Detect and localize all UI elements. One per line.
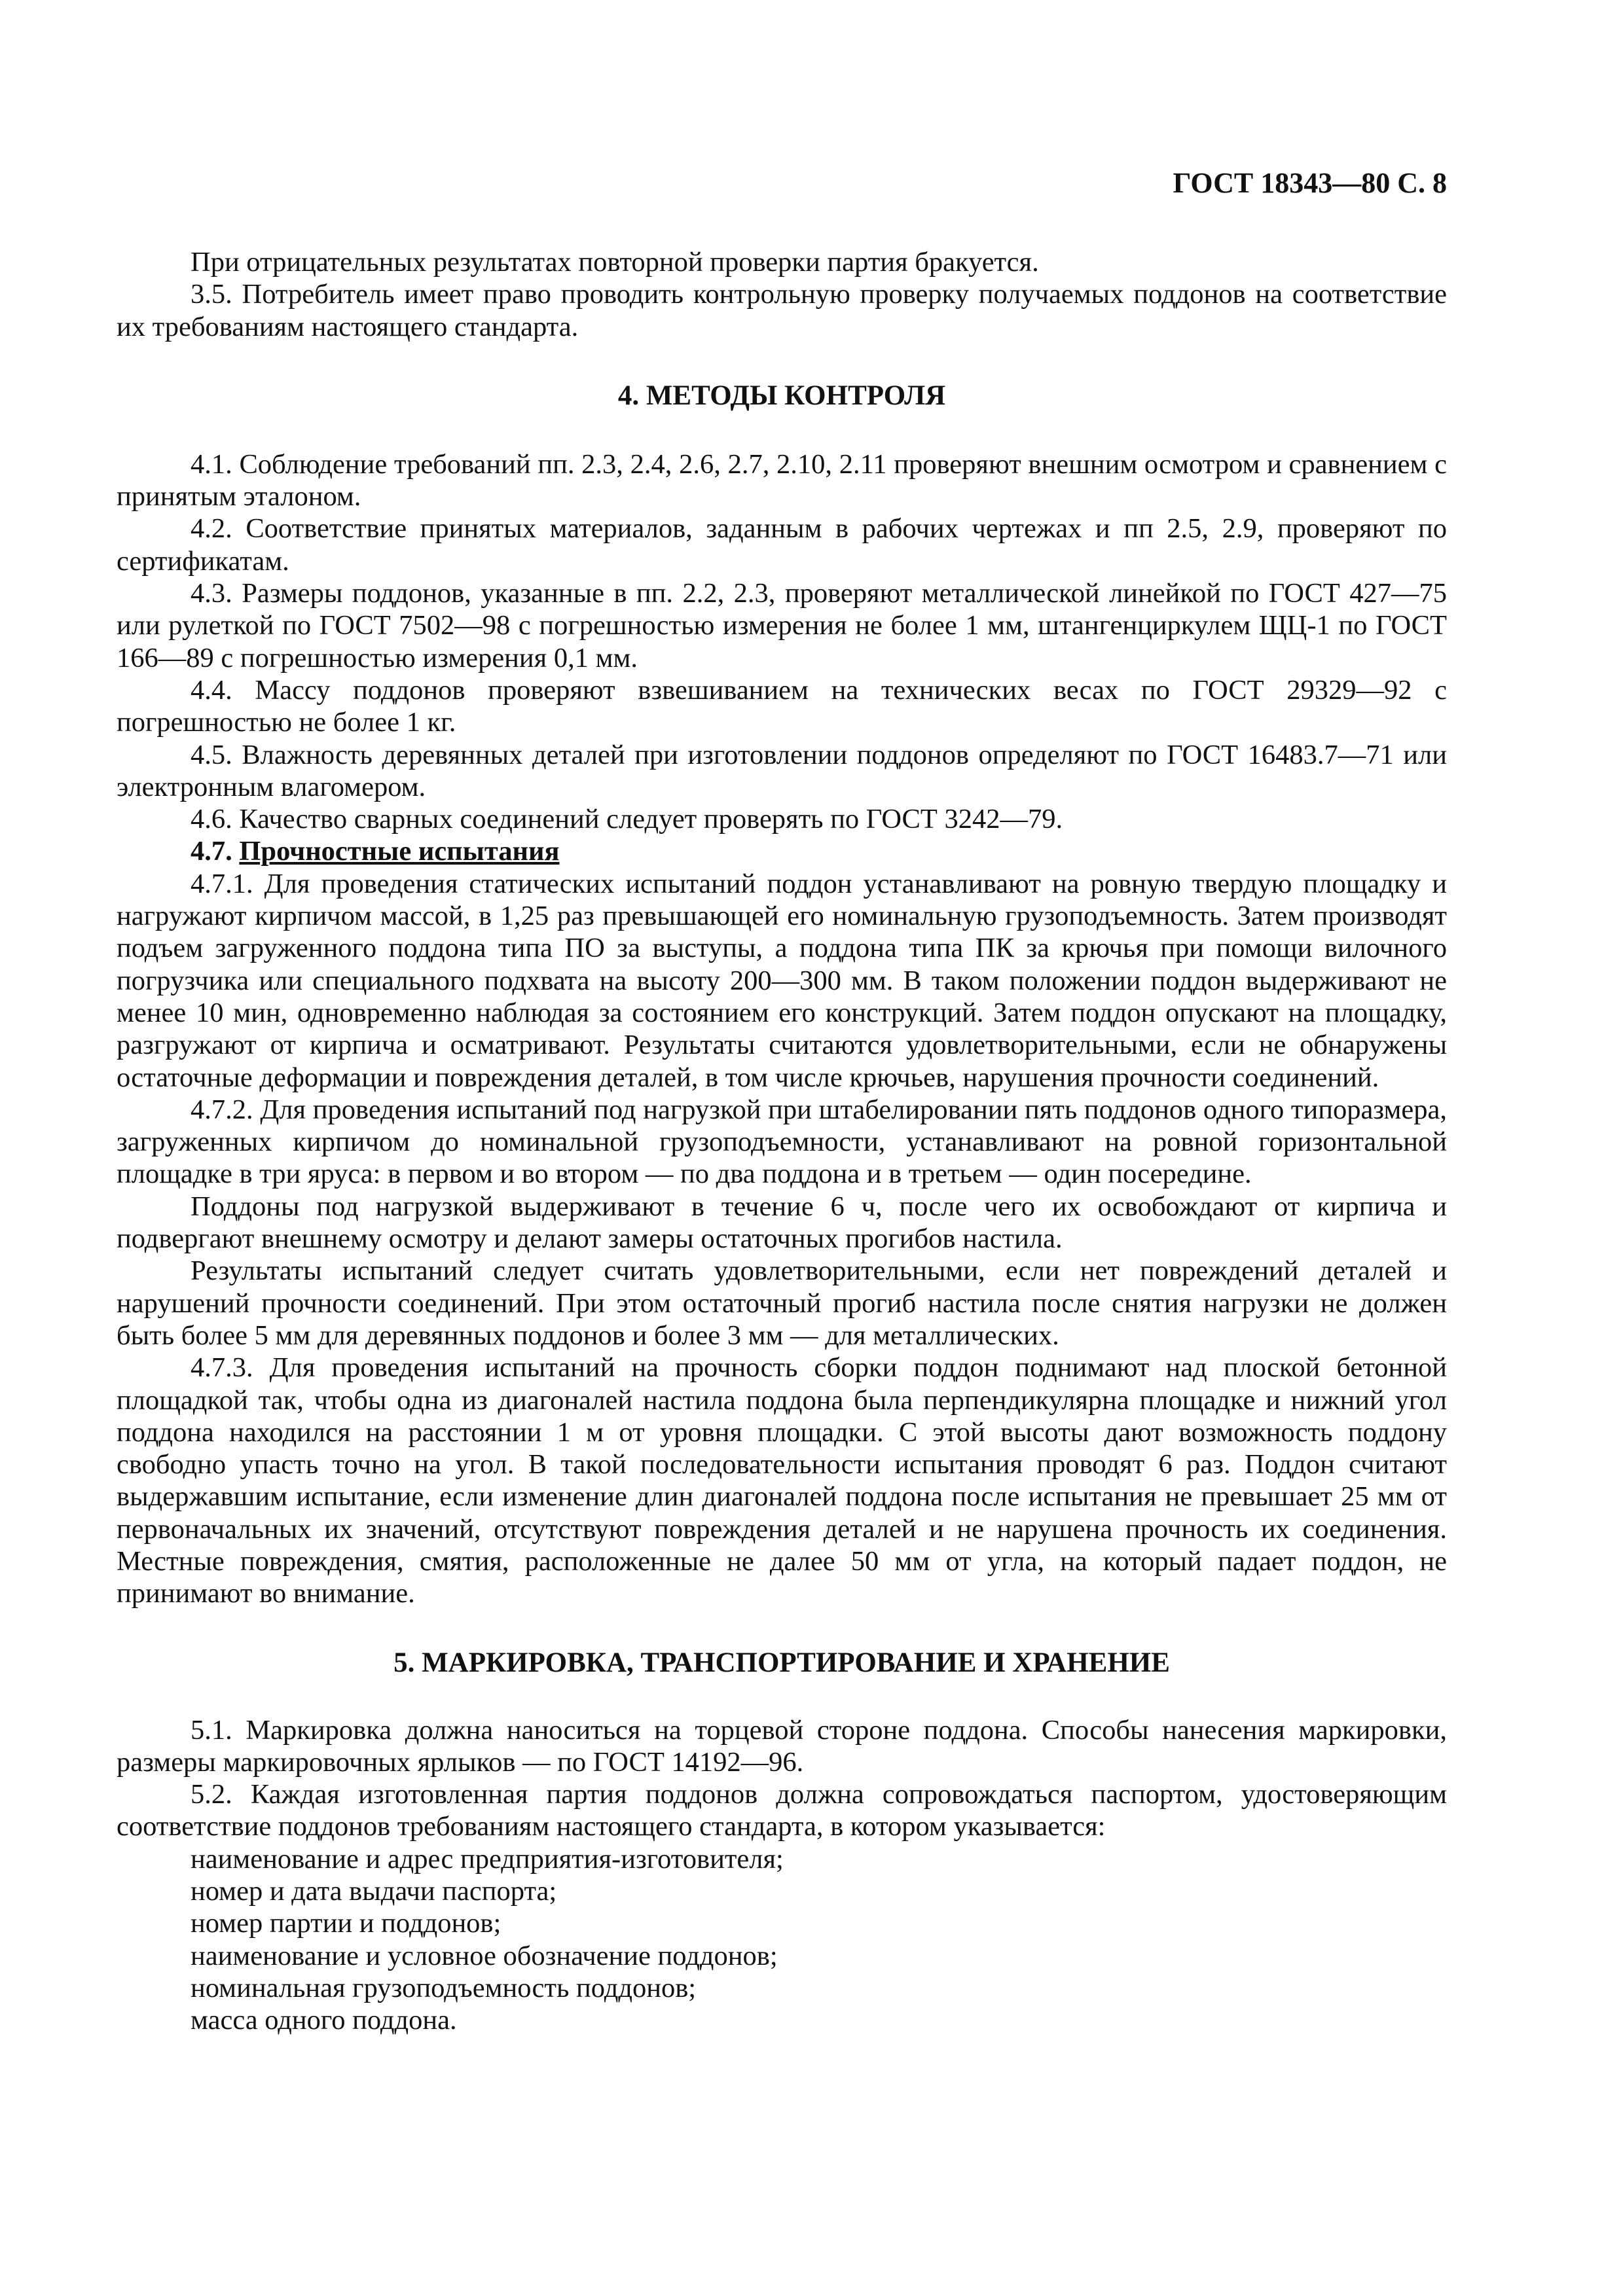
- paragraph: 4.7.1. Для проведения статических испытаний поддон устанавливают на ровную твердую площадку и нагружают кирпичом массой, в 1,25 раз превышающей его номинальную грузоподъемность. Затем производят подъем загруженного поддона типа ПО за выступы, а поддона типа ПК за крючья при помощи вилочного погрузчика или специального подхвата на высоту 200—300 мм. В таком положении поддон выдерживают не менее 10 мин, одновременно наблюдая за состоянием его конструкций. Затем поддон опускают на площадку, разгружают от кирпича и осматривают. Результаты считаются удовлетворительными, если не обнаружены остаточные деформации и повреждения деталей, в том числе крючьев, нарушения прочности соединений.: [117, 868, 1447, 1093]
- subsection-title: Прочностные испытания: [239, 836, 560, 867]
- paragraph: 4.7.2. Для проведения испытаний под нагрузкой при штабелировании пять поддонов одного типоразмера, загруженных кирпичом до номинальной грузоподъемности, устанавливают на ровной горизонтальной площадке в три яруса: в первом и во втором — по два поддона и в третьем — один посередине.: [117, 1094, 1447, 1190]
- section-4-heading: 4. МЕТОДЫ КОНТРОЛЯ: [617, 380, 946, 411]
- list-item: наименование и условное обозначение поддонов;: [191, 1940, 778, 1971]
- paragraph: 4.6. Качество сварных соединений следует проверять по ГОСТ 3242—79.: [191, 804, 1063, 835]
- list-item: номер и дата выдачи паспорта;: [191, 1876, 557, 1907]
- paragraph: При отрицательных результатах повторной проверки партия бракуется.: [191, 247, 1039, 278]
- paragraph: 4.4. Массу поддонов проверяют взвешиванием на технических весах по ГОСТ 29329—92 с погрешностью не более 1 кг.: [117, 674, 1447, 738]
- section-5-heading: 5. МАРКИРОВКА, ТРАНСПОРТИРОВАНИЕ И ХРАНЕНИЕ: [393, 1647, 1170, 1678]
- paragraph: Поддоны под нагрузкой выдерживают в течение 6 ч, после чего их освобождают от кирпича и подвергают внешнему осмотру и делают замеры остаточных прогибов настила.: [117, 1191, 1447, 1255]
- paragraph: 5.1. Маркировка должна наноситься на торцевой стороне поддона. Способы нанесения маркировки, размеры маркировочных ярлыков — по ГОСТ 14192—96.: [117, 1714, 1447, 1778]
- list-item: наименование и адрес предприятия-изготовителя;: [191, 1843, 784, 1874]
- subsection-number: 4.7.: [191, 836, 232, 867]
- paragraph: Результаты испытаний следует считать удовлетворительными, если нет повреждений деталей и нарушений прочности соединений. При этом остаточный прогиб настила после снятия нагрузки не должен быть более 5 мм для деревянных поддонов и более 3 мм — для металлических.: [117, 1255, 1447, 1351]
- paragraph: 3.5. Потребитель имеет право проводить контрольную проверку получаемых поддонов на соответствие их требованиям настоящего стандарта.: [117, 279, 1447, 342]
- paragraph: 5.2. Каждая изготовленная партия поддонов должна сопровождаться паспортом, удостоверяющим соответствие поддонов требованиям настоящего стандарта, в котором указывается:: [117, 1779, 1447, 1842]
- paragraph: 4.2. Соответствие принятых материалов, заданным в рабочих чертежах и пп 2.5, 2.9, проверяют по сертификатам.: [117, 513, 1447, 577]
- page-header: ГОСТ 18343—80 С. 8: [1173, 167, 1447, 199]
- list-item: номер партии и поддонов;: [191, 1908, 501, 1939]
- paragraph: 4.1. Соблюдение требований пп. 2.3, 2.4, 2.6, 2.7, 2.10, 2.11 проверяют внешним осмотром и сравнением с принятым эталоном.: [117, 448, 1447, 512]
- paragraph: 4.3. Размеры поддонов, указанные в пп. 2.2, 2.3, проверяют металлической линейкой по ГОСТ 427—75 или рулеткой по ГОСТ 7502—98 с погрешностью измерения не более 1 мм, штангенциркулем ЩЦ-1 по ГОСТ 166—89 с погрешностью измерения 0,1 мм.: [117, 578, 1447, 673]
- list-item: масса одного поддона.: [191, 2005, 457, 2036]
- document-body: [117, 246, 1447, 2037]
- subsection-4-7-heading: [117, 835, 1447, 867]
- list-item: номинальная грузоподъемность поддонов;: [191, 1972, 697, 2003]
- paragraph: 4.7.3. Для проведения испытаний на прочность сборки поддон поднимают над плоской бетонной площадкой так, чтобы одна из диагоналей настила поддона была перпендикулярна площадке и нижний угол поддона находился на расстоянии 1 м от уровня площадки. С этой высоты дают возможность поддону свободно упасть точно на угол. В такой последовательности испытания проводят 6 раз. Поддон считают выдержавшим испытание, если изменение длин диагоналей поддона после испытания не превышает 25 мм от первоначальных их значений, отсутствуют повреждения деталей и не нарушена прочность их соединения. Местные повреждения, смятия, расположенные не далее 50 мм от угла, на который падает поддон, не принимают во внимание.: [117, 1352, 1447, 1609]
- paragraph: 4.5. Влажность деревянных деталей при изготовлении поддонов определяют по ГОСТ 16483.7—71 или электронным влагомером.: [117, 739, 1447, 802]
